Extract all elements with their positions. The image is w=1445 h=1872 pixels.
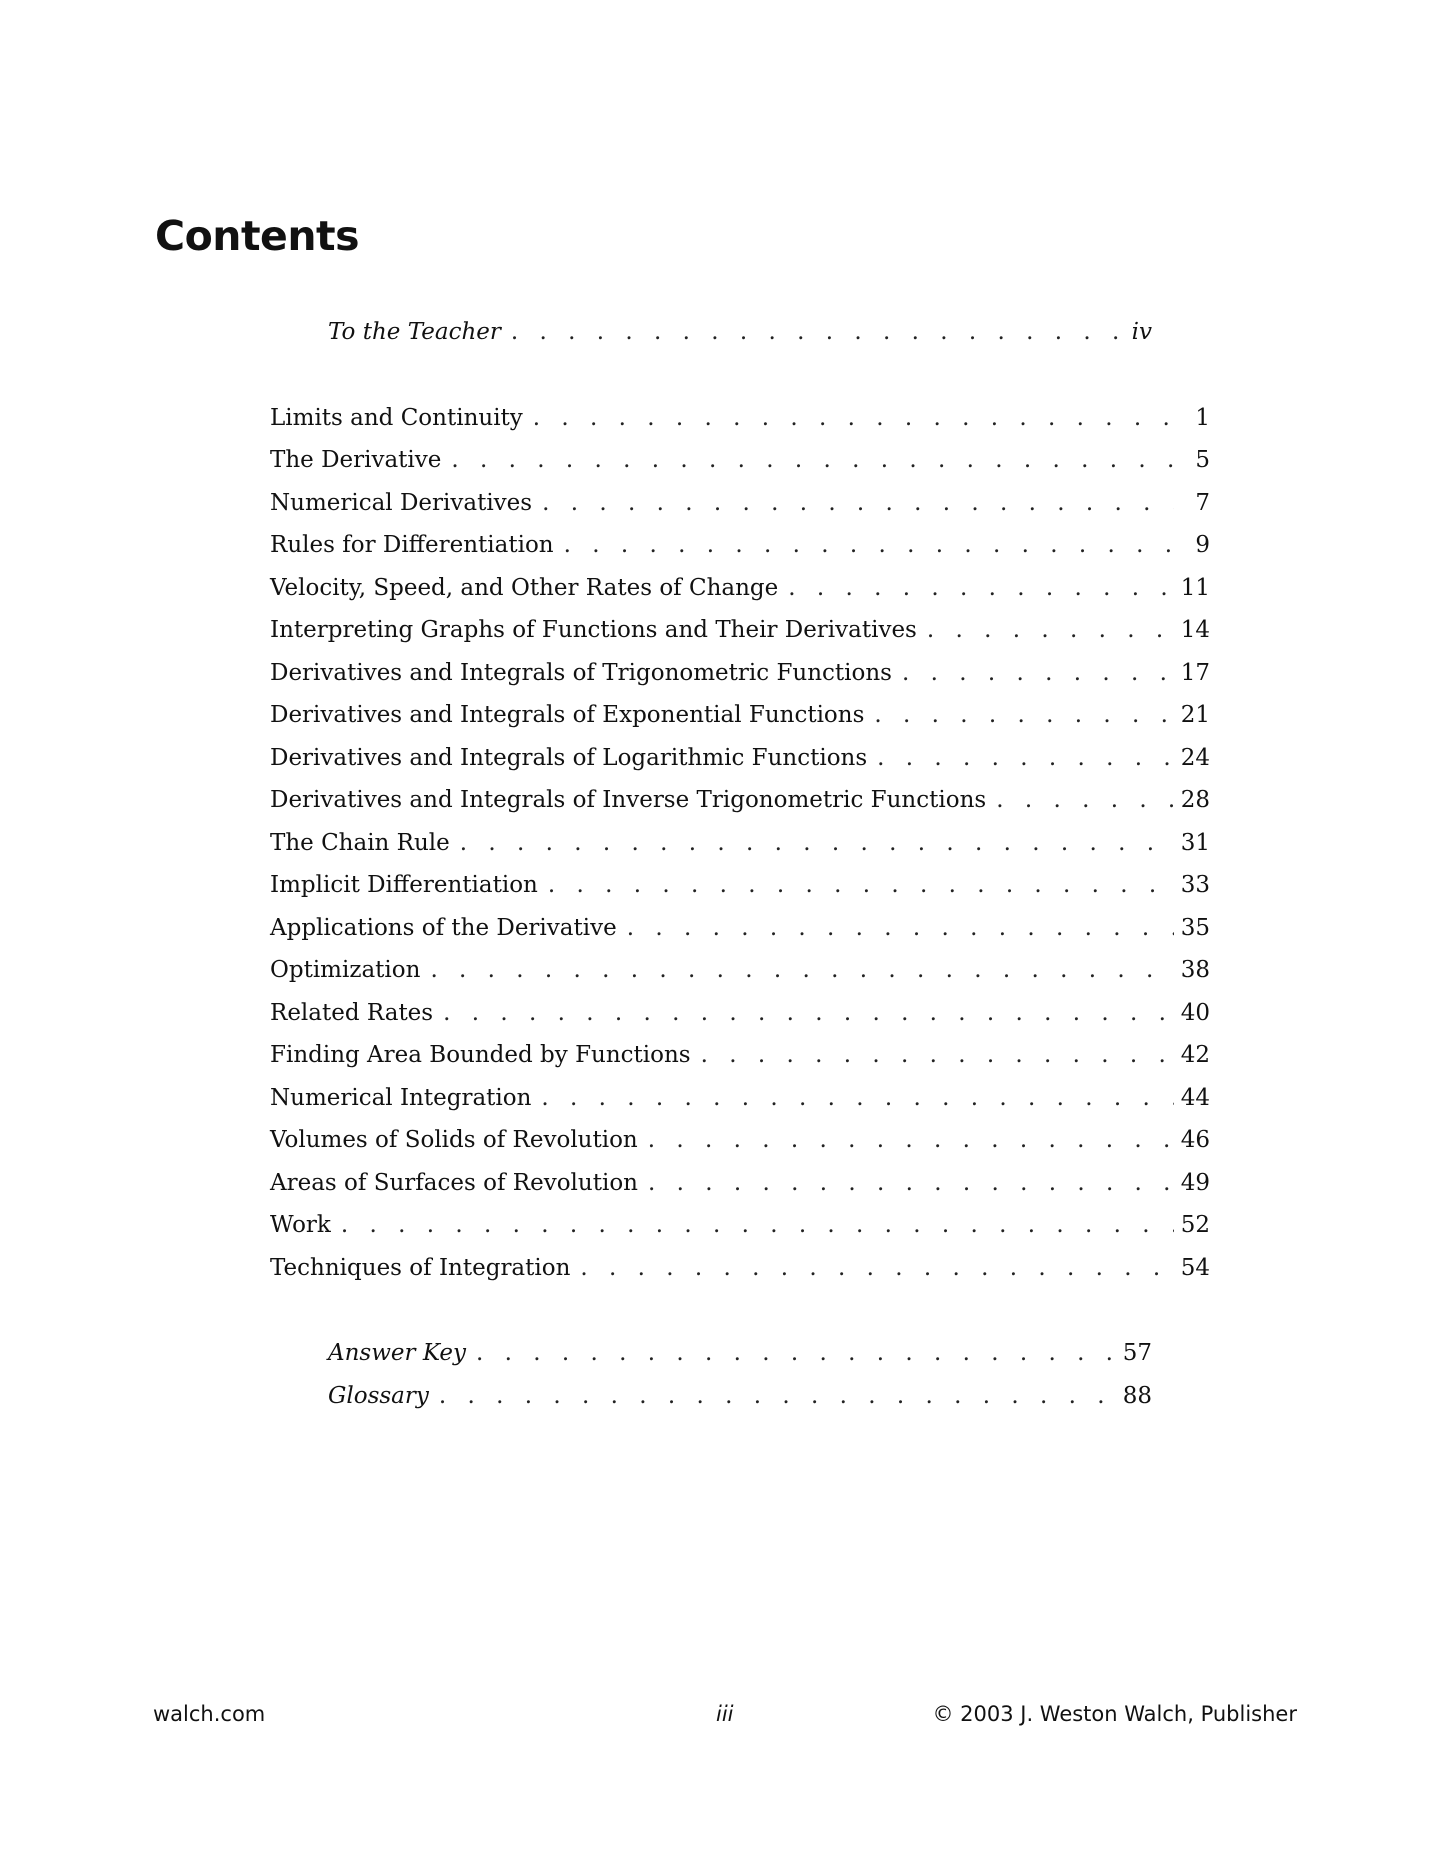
dot-leader	[902, 657, 1174, 689]
dot-leader	[788, 572, 1174, 604]
dot-leader	[341, 1209, 1174, 1241]
dot-leader	[439, 1380, 1116, 1412]
toc-entry[interactable]	[270, 699, 1210, 731]
footer-page-number: iii	[716, 1702, 734, 1726]
toc-entry[interactable]	[270, 1209, 1210, 1241]
toc-entry-label: Interpreting Graphs of Functions and Their Derivatives	[270, 617, 917, 643]
toc-entry[interactable]	[270, 444, 1210, 476]
toc-entry[interactable]	[270, 742, 1210, 774]
toc-entry[interactable]	[270, 869, 1210, 901]
dot-leader	[451, 444, 1174, 476]
dot-leader	[548, 869, 1174, 901]
toc-entry-page: 14	[1180, 617, 1210, 643]
dot-leader	[627, 912, 1174, 944]
toc-entry-page: 31	[1180, 830, 1210, 856]
page-title: Contents	[155, 212, 360, 260]
toc-entry[interactable]	[270, 1167, 1210, 1199]
dot-leader	[996, 784, 1174, 816]
toc-entry[interactable]	[270, 1082, 1210, 1114]
toc-entry-label: Limits and Continuity	[270, 405, 523, 431]
dot-leader	[648, 1124, 1174, 1156]
toc-entry-page: 52	[1180, 1212, 1210, 1238]
toc-entry-label: Implicit Differentiation	[270, 872, 538, 898]
toc-entry-label: To the Teacher	[328, 319, 501, 345]
toc-entry[interactable]	[270, 402, 1210, 434]
dot-leader	[430, 954, 1174, 986]
toc-entry-label: Derivatives and Integrals of Exponential Functions	[270, 702, 865, 728]
toc-entry-label: Numerical Derivatives	[270, 490, 533, 516]
dot-leader	[701, 1039, 1174, 1071]
dot-leader	[648, 1167, 1174, 1199]
toc-entry-page: 88	[1122, 1383, 1152, 1409]
toc-entry-page: 54	[1180, 1255, 1210, 1281]
toc-entry-label: Volumes of Solids of Revolution	[270, 1127, 638, 1153]
footer-copyright: © 2003 J. Weston Walch, Publisher	[932, 1702, 1297, 1726]
dot-leader	[927, 614, 1174, 646]
toc-entry[interactable]	[270, 657, 1210, 689]
toc-entry-label: Techniques of Integration	[270, 1255, 571, 1281]
dot-leader	[476, 1337, 1116, 1369]
toc-entry-page: 38	[1180, 957, 1210, 983]
dot-leader	[874, 699, 1174, 731]
toc-entry-page: 9	[1195, 532, 1210, 558]
toc-entry[interactable]	[270, 487, 1210, 519]
toc-entry-label: Numerical Integration	[270, 1085, 532, 1111]
toc-entry-page: iv	[1131, 319, 1152, 345]
toc-entry-label: The Derivative	[270, 447, 442, 473]
toc-entry-page: 21	[1180, 702, 1210, 728]
toc-entry[interactable]	[270, 572, 1210, 604]
toc-entry[interactable]	[270, 529, 1210, 561]
dot-leader	[533, 402, 1174, 434]
toc-entry-glossary[interactable]	[328, 1380, 1152, 1412]
toc-entry[interactable]	[270, 1124, 1210, 1156]
toc-entry-answer-key[interactable]	[328, 1337, 1152, 1369]
toc-entry-label: Derivatives and Integrals of Logarithmic Functions	[270, 745, 868, 771]
dot-leader	[460, 827, 1174, 859]
toc-entry-page: 11	[1180, 575, 1210, 601]
toc-entry-page: 1	[1195, 405, 1210, 431]
toc-entry-label: Velocity, Speed, and Other Rates of Change	[270, 575, 779, 601]
dot-leader	[580, 1252, 1174, 1284]
toc-entry[interactable]	[270, 912, 1210, 944]
dot-leader	[877, 742, 1174, 774]
toc-entry-page: 7	[1195, 490, 1210, 516]
toc-entry[interactable]	[270, 614, 1210, 646]
toc-entry-label: Related Rates	[270, 1000, 434, 1026]
dot-leader	[443, 997, 1174, 1029]
toc-entry[interactable]	[270, 784, 1210, 816]
toc-entry-page: 46	[1180, 1127, 1210, 1153]
toc-entry-label: Answer Key	[328, 1340, 466, 1366]
toc-entry[interactable]	[270, 1252, 1210, 1284]
toc-entry-label: Derivatives and Integrals of Inverse Trigonometric Functions	[270, 787, 987, 813]
toc-entry-page: 35	[1180, 915, 1210, 941]
dot-leader	[542, 487, 1174, 519]
dot-leader	[511, 316, 1126, 348]
toc-entry-page: 42	[1180, 1042, 1210, 1068]
toc-entry-label: Rules for Differentiation	[270, 532, 554, 558]
dot-leader	[541, 1082, 1174, 1114]
toc-entry[interactable]	[270, 1039, 1210, 1071]
toc-entry-label: Applications of the Derivative	[270, 915, 617, 941]
toc-entry-label: Areas of Surfaces of Revolution	[270, 1170, 638, 1196]
toc-entry-page: 57	[1122, 1340, 1152, 1366]
toc-entry-page: 49	[1180, 1170, 1210, 1196]
dot-leader	[564, 529, 1174, 561]
footer-website[interactable]: walch.com	[153, 1702, 266, 1726]
toc-entry-label: Optimization	[270, 957, 421, 983]
toc-entry[interactable]	[270, 954, 1210, 986]
toc-entry[interactable]	[270, 997, 1210, 1029]
toc-entry-page: 17	[1180, 660, 1210, 686]
toc-entry-page: 5	[1195, 447, 1210, 473]
toc-entry-label: The Chain Rule	[270, 830, 450, 856]
toc-entry-to-the-teacher[interactable]	[328, 316, 1152, 348]
toc-entry-page: 44	[1180, 1085, 1210, 1111]
toc-entry-label: Glossary	[328, 1383, 429, 1409]
toc-entry-page: 40	[1180, 1000, 1210, 1026]
toc-entry-page: 24	[1180, 745, 1210, 771]
toc-entry-label: Finding Area Bounded by Functions	[270, 1042, 691, 1068]
toc-entry-label: Derivatives and Integrals of Trigonometric Functions	[270, 660, 892, 686]
toc-entry-page: 28	[1180, 787, 1210, 813]
toc-entry[interactable]	[270, 827, 1210, 859]
toc-entry-page: 33	[1180, 872, 1210, 898]
toc-entry-label: Work	[270, 1212, 331, 1238]
